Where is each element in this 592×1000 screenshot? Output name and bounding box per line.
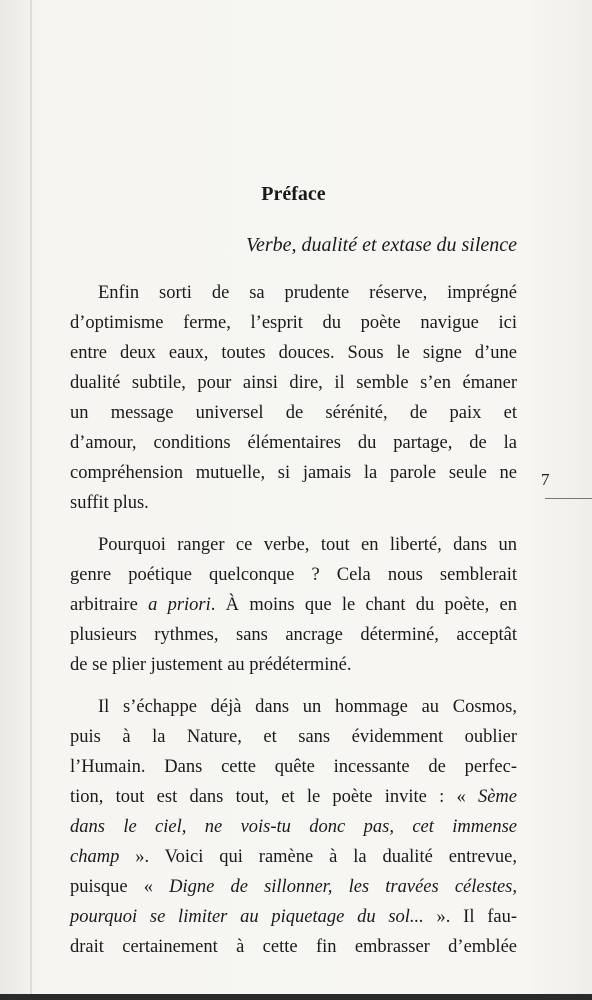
- text-line: un message universel de sérénité, de paix et: [70, 403, 517, 423]
- italic-fragment: Sème: [477, 787, 517, 807]
- italic-fragment: pourquoi se limiter au piquetage du sol...: [70, 907, 424, 927]
- text-line: d’amour, conditions élémentaires du partage, de la: [70, 433, 517, 453]
- italic-fragment: a priori: [148, 595, 211, 615]
- italic-fragment: champ: [70, 847, 120, 867]
- page-gutter: [30, 0, 32, 1000]
- text-line: drait certainement à cette fin embrasser d’emblée: [70, 937, 517, 957]
- text-line: compréhension mutuelle, si jamais la parole seule ne: [70, 463, 517, 483]
- text-line: [70, 872, 517, 902]
- text-line: suffit plus.: [70, 493, 149, 513]
- paragraph-3: [70, 692, 517, 962]
- page-subtitle: Verbe, dualité et extase du silence: [245, 234, 517, 256]
- paragraph-1: [70, 278, 517, 518]
- text-fragment: tion, tout est dans tout, et le poète invite : «: [70, 787, 478, 807]
- text-fragment: . À moins que le chant du poète, en: [210, 595, 517, 615]
- text-line: [70, 812, 517, 842]
- text-line: dualité subtile, pour ainsi dire, il semble s’en émaner: [70, 373, 517, 393]
- page-number-rule: [545, 498, 592, 499]
- text-line: de se plier justement au prédéterminé.: [70, 655, 352, 675]
- text-line: Pourquoi ranger ce verbe, tout en liberté, dans un: [98, 535, 517, 555]
- page-content: [70, 180, 517, 974]
- text-line: puis à la Nature, et sans évidemment oublier: [70, 727, 517, 747]
- text-line: l’Humain. Dans cette quête incessante de perfec-: [70, 757, 517, 777]
- page-number: 7: [541, 470, 550, 489]
- text-line: [70, 590, 517, 620]
- text-line: d’optimisme ferme, l’esprit du poète navigue ici: [70, 313, 517, 333]
- text-line: entre deux eaux, toutes douces. Sous le signe d’une: [70, 343, 517, 363]
- text-line: Enfin sorti de sa prudente réserve, imprégné: [98, 283, 517, 303]
- italic-fragment: Digne de sillonner, les travées célestes,: [169, 877, 517, 897]
- page-title: Préface: [261, 183, 326, 205]
- text-line: [70, 902, 517, 932]
- text-line: [70, 842, 517, 872]
- paragraph-2: [70, 530, 517, 680]
- text-fragment: puisque «: [70, 877, 170, 897]
- text-line: [70, 782, 517, 812]
- italic-fragment: dans le ciel, ne vois-tu donc pas, cet immense: [70, 817, 517, 837]
- page-bottom-edge: [0, 994, 592, 1000]
- text-fragment: ». Il fau-: [423, 907, 517, 927]
- text-fragment: arbitraire: [70, 595, 149, 615]
- text-line: genre poétique quelconque ? Cela nous semblerait: [70, 565, 517, 585]
- text-fragment: ». Voici qui ramène à la dualité entrevue,: [119, 847, 517, 867]
- text-line: Il s’échappe déjà dans un hommage au Cosmos,: [98, 697, 517, 717]
- text-line: plusieurs rythmes, sans ancrage déterminé, acceptât: [70, 625, 517, 645]
